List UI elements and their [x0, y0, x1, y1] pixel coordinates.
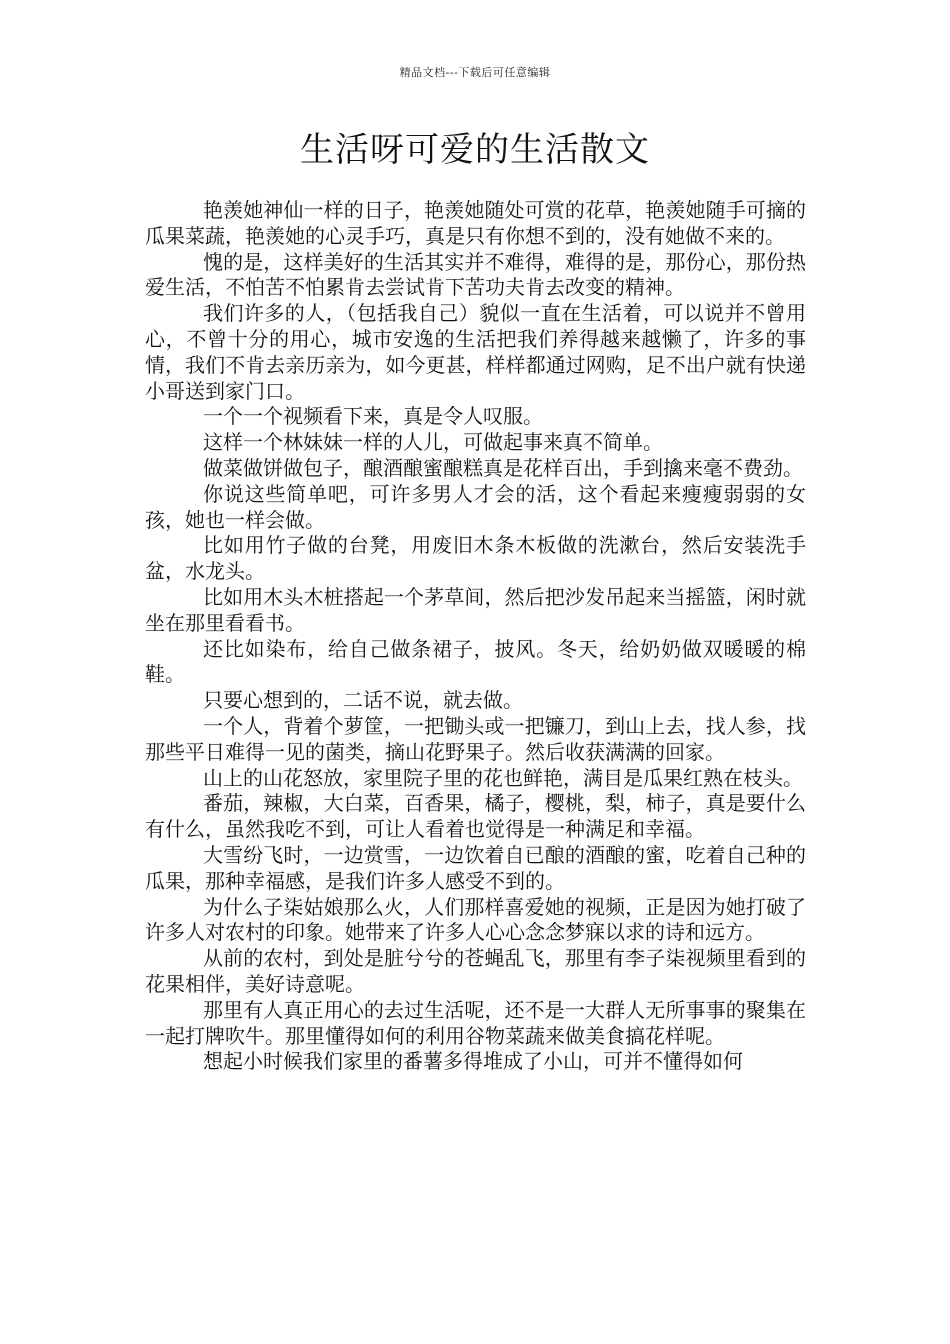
paragraph: 大雪纷飞时，一边赏雪，一边饮着自已酿的酒酿的蜜，吃着自己种的瓜果，那种幸福感，是我们许多人感受不到的。	[145, 842, 806, 893]
paragraph: 做菜做饼做包子，酿酒酿蜜酿糕真是花样百出，手到擒来毫不费劲。	[203, 455, 803, 480]
paragraph: 只要心想到的，二话不说，就去做。	[203, 688, 523, 713]
paragraph: 还比如染布，给自己做条裙子，披风。冬天，给奶奶做双暖暖的棉鞋。	[145, 636, 806, 687]
paragraph: 我们许多的人，（包括我自己）貌似一直在生活着，可以说并不曾用心，不曾十分的用心，城市安逸的生活把我们养得越来越懒了，许多的事情，我们不肯去亲历亲为，如今更甚，样样都通过网购，足不出户就有快递小哥送到家门口。	[145, 301, 806, 403]
paragraph: 想起小时候我们家里的番薯多得堆成了小山，可并不懂得如何	[203, 1049, 743, 1074]
paragraph: 那里有人真正用心的去过生活呢，还不是一大群人无所事事的聚集在一起打牌吹牛。那里懂得如何的利用谷物菜蔬来做美食搞花样呢。	[145, 997, 806, 1048]
paragraph: 愧的是，这样美好的生活其实并不难得，难得的是，那份心，那份热爱生活，不怕苦不怕累肯去尝试肯下苦功夫肯去改变的精神。	[145, 249, 806, 300]
paragraph: 山上的山花怒放，家里院子里的花也鲜艳，满目是瓜果红熟在枝头。	[203, 765, 803, 790]
article-body	[145, 198, 806, 1075]
paragraph: 番茄，辣椒，大白菜，百香果，橘子，樱桃，梨，柿子，真是要什么有什么，虽然我吃不到，可让人看着也觉得是一种满足和幸福。	[145, 791, 806, 842]
paragraph: 为什么子柒姑娘那么火，人们那样喜爱她的视频，正是因为她打破了许多人对农村的印象。她带来了许多人心心念念梦寐以求的诗和远方。	[145, 894, 806, 945]
paragraph: 比如用竹子做的台凳，用废旧木条木板做的洗漱台，然后安装洗手盆，水龙头。	[145, 533, 806, 584]
paragraph: 比如用木头木桩搭起一个茅草间，然后把沙发吊起来当摇篮，闲时就坐在那里看看书。	[145, 584, 806, 635]
paragraph: 一个一个视频看下来，真是令人叹服。	[203, 404, 543, 429]
document-title: 生活呀可爱的生活散文	[300, 130, 650, 170]
paragraph: 艳羡她神仙一样的日子，艳羡她随处可赏的花草，艳羡她随手可摘的瓜果菜蔬，艳羡她的心灵手巧，真是只有你想不到的，没有她做不来的。	[145, 198, 806, 248]
paragraph: 一个人，背着个萝筐，一把锄头或一把镰刀，到山上去，找人参，找那些平日难得一见的菌类，摘山花野果子。然后收获满满的回家。	[145, 713, 806, 764]
paragraph: 这样一个林妹妹一样的人儿，可做起事来真不简单。	[203, 430, 663, 455]
paragraph: 从前的农村，到处是脏兮兮的苍蝇乱飞，那里有李子柒视频里看到的花果相伴，美好诗意呢。	[145, 946, 806, 996]
paragraph: 你说这些简单吧，可许多男人才会的活，这个看起来瘦瘦弱弱的女孩，她也一样会做。	[145, 481, 806, 532]
header-note: 精品文档---下载后可任意编辑	[399, 66, 551, 79]
